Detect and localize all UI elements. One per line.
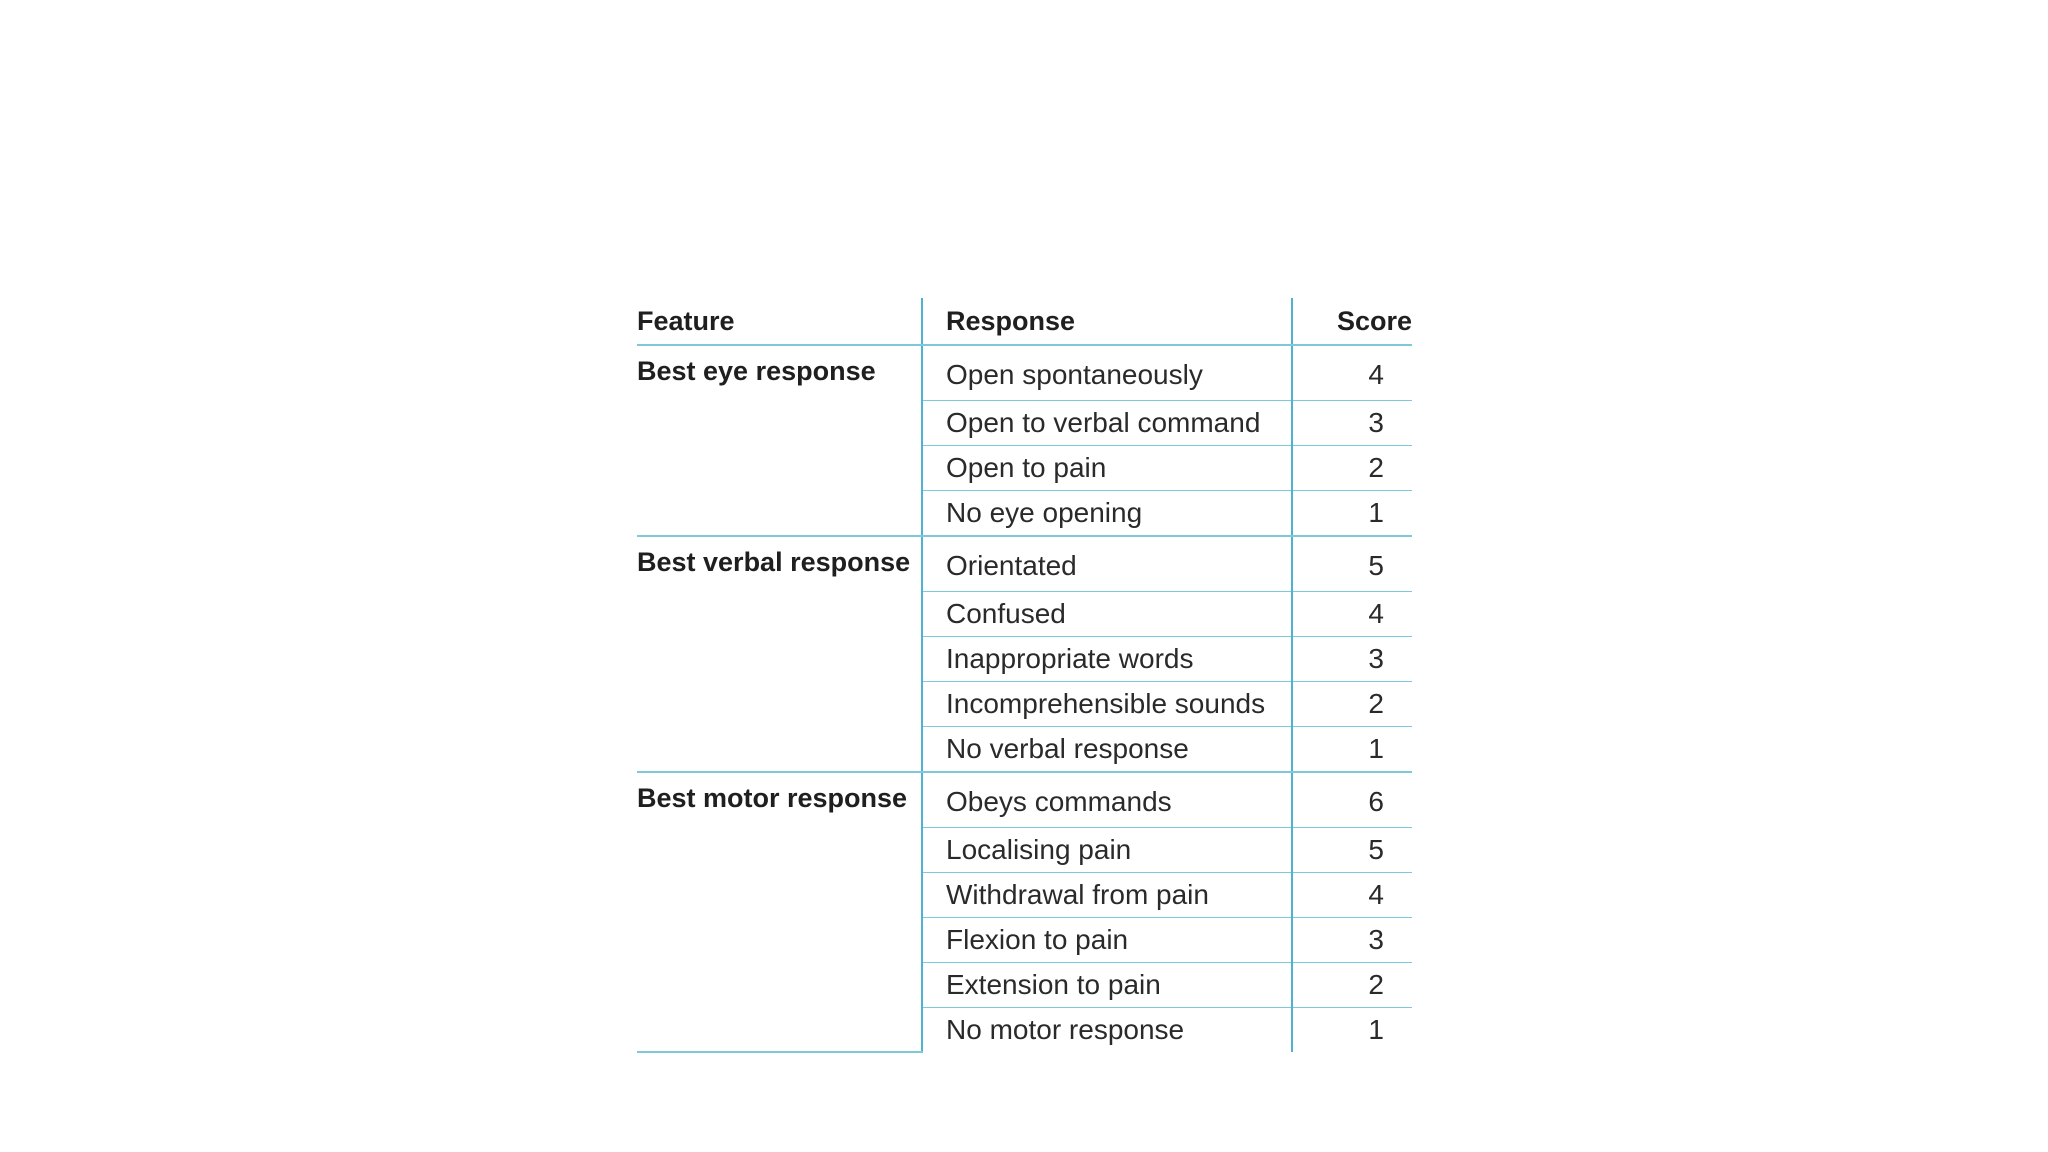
response-cell: Flexion to pain: [922, 918, 1292, 963]
feature-verbal-response: Best verbal response: [637, 536, 922, 772]
score-cell: 6: [1292, 772, 1412, 828]
score-cell: 1: [1292, 727, 1412, 773]
feature-eye-response: Best eye response: [637, 345, 922, 536]
score-cell: 4: [1292, 873, 1412, 918]
response-cell: Orientated: [922, 536, 1292, 592]
score-cell: 2: [1292, 963, 1412, 1008]
response-cell: Open spontaneously: [922, 345, 1292, 401]
response-cell: No motor response: [922, 1008, 1292, 1053]
score-cell: 1: [1292, 491, 1412, 537]
response-cell: Inappropriate words: [922, 637, 1292, 682]
table-row: [637, 536, 1412, 592]
table-row: [637, 772, 1412, 828]
header-score: Score: [1292, 298, 1412, 345]
response-cell: Confused: [922, 592, 1292, 637]
score-cell: 4: [1292, 345, 1412, 401]
response-cell: Open to pain: [922, 446, 1292, 491]
response-cell: No eye opening: [922, 491, 1292, 537]
score-cell: 2: [1292, 446, 1412, 491]
glasgow-coma-scale-table: [637, 298, 1412, 1053]
response-cell: No verbal response: [922, 727, 1292, 773]
table-row: [637, 345, 1412, 401]
header-row: [637, 298, 1412, 345]
response-cell: Withdrawal from pain: [922, 873, 1292, 918]
score-cell: 1: [1292, 1008, 1412, 1053]
score-cell: 4: [1292, 592, 1412, 637]
score-cell: 2: [1292, 682, 1412, 727]
header-feature: Feature: [637, 298, 922, 345]
response-cell: Extension to pain: [922, 963, 1292, 1008]
response-cell: Localising pain: [922, 828, 1292, 873]
score-cell: 5: [1292, 828, 1412, 873]
score-cell: 5: [1292, 536, 1412, 592]
header-response: Response: [922, 298, 1292, 345]
response-cell: Open to verbal command: [922, 401, 1292, 446]
response-cell: Obeys commands: [922, 772, 1292, 828]
score-cell: 3: [1292, 401, 1412, 446]
feature-motor-response: Best motor response: [637, 772, 922, 1052]
score-cell: 3: [1292, 918, 1412, 963]
score-cell: 3: [1292, 637, 1412, 682]
response-cell: Incomprehensible sounds: [922, 682, 1292, 727]
